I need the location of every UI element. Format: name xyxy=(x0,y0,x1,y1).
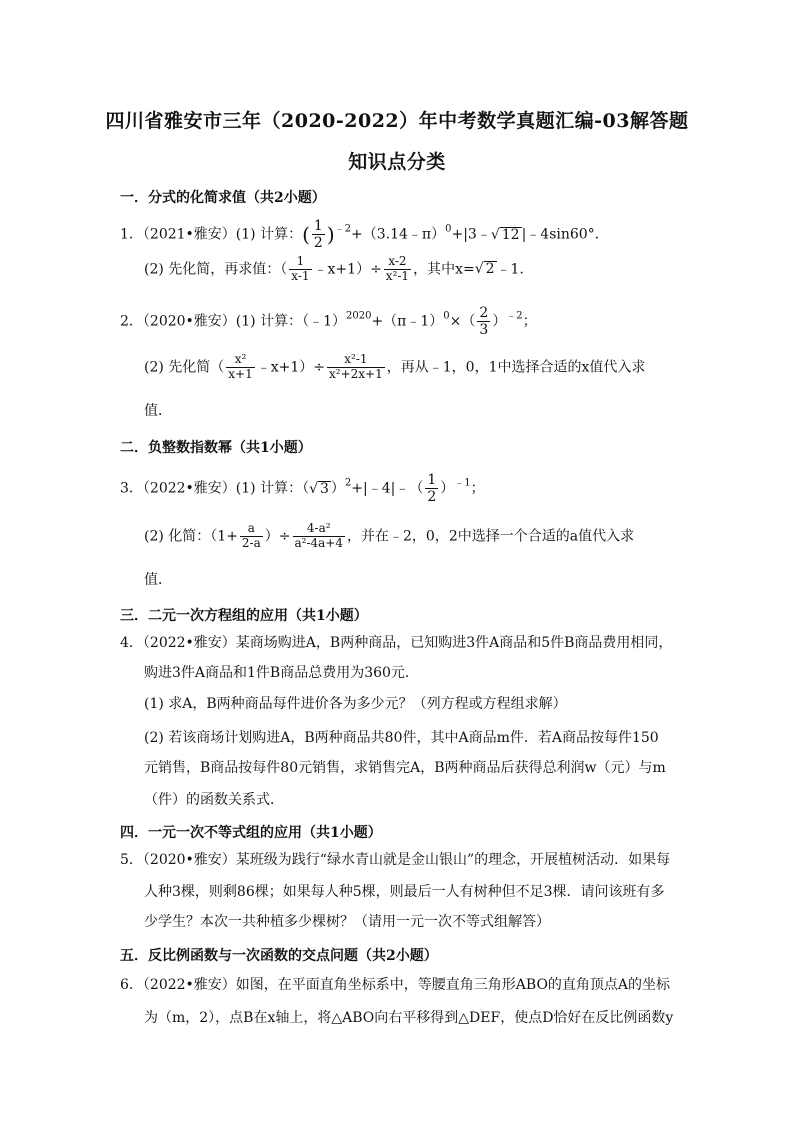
q3-p1-mid: +|﹣4|﹣（ xyxy=(351,480,424,497)
q2-p1-fraction xyxy=(477,305,490,338)
question-1-part-1: 1．（2021•雅安）(1) 计算：( $\frac{1}{2}$ )$^{﹣2}$+（3.14﹣π）$^0$+|3﹣√ 12 |﹣4sin60°． xyxy=(120,218,609,252)
q2-p1-exp3: ﹣2 xyxy=(506,310,523,322)
q1-p2-frac2-den: x²-1 xyxy=(385,268,410,283)
question-6-line-2: 为（m，2），点B在x轴上，将△ABO向右平移得到△DEF，使点D恰好在反比例函数y xyxy=(144,1010,674,1026)
question-4-line-2: 购进3件A商品和1件B商品总费用为360元． xyxy=(144,665,419,681)
q2-p1-exp1: 2020 xyxy=(345,310,372,322)
q3-p1-frac-num: 1 xyxy=(427,472,437,488)
question-4-line-3: (1) 求A，B两种商品每件进价各为多少元？（列方程或方程组求解） xyxy=(144,696,567,712)
q3-p2-prefix: (2) 化简：（1+ xyxy=(144,528,238,545)
question-5-line-2: 人种3棵，则剩86棵；如果每人种5棵，则最后一人有树种但不足3棵．请问该班有多 xyxy=(144,884,665,900)
q3-p1-frac-den: 2 xyxy=(427,489,437,506)
q2-p1-frac-den: 3 xyxy=(479,322,489,339)
question-3-part-2 xyxy=(144,522,634,551)
q2-p2-frac1-num: x² xyxy=(226,353,254,368)
q1-p1-prefix: 1．（2021•雅安）(1) 计算： xyxy=(120,226,303,243)
q1-p1-fraction xyxy=(312,218,325,251)
document-title-line1: 四川省雅安市三年（2020-2022）年中考数学真题汇编-03解答题 xyxy=(105,110,689,132)
q1-p2-prefix: (2) 先化简，再求值：（ xyxy=(144,261,288,278)
q3-p1-fraction xyxy=(425,472,438,505)
q2-p2-frac1-den: x+1 xyxy=(228,366,253,381)
document-title-line2: 知识点分类 xyxy=(348,151,446,173)
q1-p2-frac1-den: x-1 xyxy=(291,268,310,283)
question-2-part-2-cont: 值． xyxy=(144,403,172,419)
q2-p1-frac-num: 2 xyxy=(479,305,489,321)
q3-p2-fraction-1 xyxy=(240,522,263,551)
question-6-line-1: 6．（2022•雅安）如图，在平面直角坐标系中，等腰直角三角形ABO的直角顶点A的坐标 xyxy=(120,977,671,993)
q2-p1-exp2: 0 xyxy=(443,310,450,322)
q1-p1-frac-den: 2 xyxy=(313,235,323,252)
q2-p1-tail: ； xyxy=(522,313,537,330)
q1-p1-frac-num: 1 xyxy=(313,218,323,234)
q3-p2-frac1-den: 2-a xyxy=(241,535,261,550)
q3-p1-close: ） xyxy=(330,480,345,497)
q2-p2-frac2-den: x²+2x+1 xyxy=(329,366,383,381)
q3-p1-exp1: 2 xyxy=(344,477,352,489)
sqrt-symbol: √ 2 xyxy=(474,261,495,278)
question-4-line-4: (2) 若该商场计划购进A，B两种商品共80件，其中A商品m件．若A商品按每件150 xyxy=(144,730,659,746)
q1-p2-fraction-1 xyxy=(289,255,311,284)
section-heading-1: 一．分式的化简求值（共2小题） xyxy=(120,190,326,206)
question-1-part-2 xyxy=(144,255,533,284)
q1-p1-tail: |﹣4sin60°． xyxy=(521,226,609,243)
q1-p1-radicand: 12 xyxy=(501,226,520,243)
sqrt-symbol: √ 12 xyxy=(490,226,520,243)
q2-p2-prefix: (2) 先化简（ xyxy=(144,359,225,376)
sqrt-symbol: √ 3 xyxy=(309,480,329,497)
q1-p2-fraction-2 xyxy=(384,255,411,284)
q3-p2-fraction-2 xyxy=(293,522,346,551)
q1-p1-mid: +（3.14﹣π） xyxy=(351,226,446,243)
q3-p1-exp2: ﹣1 xyxy=(454,477,471,489)
q1-p2-frac2-num: x-2 xyxy=(384,255,411,270)
q3-p2-mid: ）÷ xyxy=(264,528,291,545)
q1-p2-radicand: 2 xyxy=(485,261,495,278)
q3-p1-radicand: 3 xyxy=(320,480,329,497)
question-2-part-1 xyxy=(120,305,537,338)
q2-p2-mid: ﹣x+1）÷ xyxy=(256,359,326,376)
q3-p2-tail: ，并在﹣2，0，2中选择一个合适的a值代入求 xyxy=(347,528,635,545)
question-4-line-6: （件）的函数关系式． xyxy=(144,792,284,808)
q3-p1-tail: ； xyxy=(470,480,485,497)
q2-p2-tail: ，再从﹣1，0，1中选择合适的x值代入求 xyxy=(386,359,646,376)
question-5-line-1: 5．（2020•雅安）某班级为践行“绿水青山就是金山银山”的理念，开展植树活动．如果每 xyxy=(120,852,671,868)
q1-p1-exp2: 0 xyxy=(445,223,452,235)
q2-p1-prefix: 2．（2020•雅安）(1) 计算：（﹣1） xyxy=(120,313,346,330)
q2-p1-close: ） xyxy=(492,313,507,330)
q3-p2-frac2-den: a²-4a+4 xyxy=(294,535,343,550)
q1-p2-where: ，其中x= xyxy=(413,261,475,278)
q1-p2-tail: ﹣1． xyxy=(496,261,534,278)
question-5-line-3: 少学生？本次一共种植多少棵树？（请用一元一次不等式组解答） xyxy=(144,914,550,930)
q1-p1-abs: +|3﹣ xyxy=(451,226,491,243)
q2-p2-fraction-1 xyxy=(226,353,254,382)
q3-p1-close2: ） xyxy=(440,480,455,497)
question-4-line-1: 4．（2022•雅安）某商场购进A，B两种商品，已知购进3件A商品和5件B商品费用相同， xyxy=(120,635,673,651)
question-3-part-1 xyxy=(120,472,485,505)
q1-p2-mid: ﹣x+1）÷ xyxy=(313,261,382,278)
q2-p2-frac2-num: x²-1 xyxy=(327,353,385,368)
q2-p1-mid: +（π﹣1） xyxy=(371,313,444,330)
section-heading-4: 四．一元一次不等式组的应用（共1小题） xyxy=(120,825,382,841)
question-3-part-2-cont: 值． xyxy=(144,572,172,588)
question-4-line-5: 元销售，B商品按每件80元销售，求销售完A，B两种商品后获得总利润w（元）与m xyxy=(144,760,666,776)
q3-p2-frac2-num: 4-a² xyxy=(293,522,346,537)
q1-p1-exp1: ﹣2 xyxy=(334,223,351,235)
section-heading-5: 五．反比例函数与一次函数的交点问题（共2小题） xyxy=(120,948,438,964)
q2-p2-fraction-2 xyxy=(327,353,385,382)
q3-p2-frac1-num: a xyxy=(240,522,263,537)
section-heading-3: 三．二元一次方程组的应用（共1小题） xyxy=(120,608,368,624)
q2-p1-times: ×（ xyxy=(449,313,476,330)
question-2-part-2 xyxy=(144,353,645,382)
q1-p2-frac1-num: 1 xyxy=(289,255,311,270)
section-heading-2: 二．负整数指数幂（共1小题） xyxy=(120,440,312,456)
q3-p1-prefix: 3．（2022•雅安）(1) 计算：（ xyxy=(120,480,310,497)
